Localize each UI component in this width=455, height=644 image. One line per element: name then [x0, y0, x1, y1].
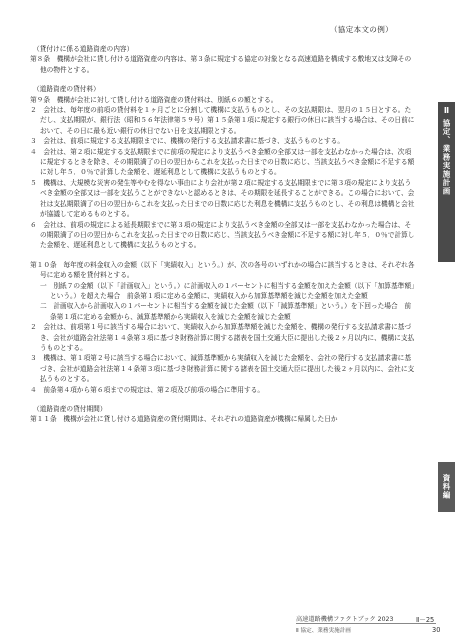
agreement-text-example-label: （協定本文の例）: [329, 25, 393, 34]
footer-chapter-title: Ⅱ 協定、業務実施計画: [296, 628, 351, 634]
article-9-para-1: 第９条 機構が会社に対して貸し付ける道路資産の貸付料は、別紙６の額とする。: [30, 95, 278, 104]
article-10-para-3: ３ 機構は、第１項第２号に該当する場合において、減算基準額から実績収入を減じた金額を、会社の発行する支払請求書に基づき、会社が道路会社法第１４条第３項に基づき財務計算に関する諸表を国土交通大臣に提出した後２ヶ月以内に、会社に支払うものとする。: [30, 354, 415, 384]
appendix-tab-label: 資料編: [442, 474, 451, 500]
article-9-para-5: ５ 機構は、大規模な災害の発生等やむを得ない事由により会社が第２項に規定する支払期限までに第３項の規定により支払うべき金額の全部又は一部を支払うことができないと認めるときは、その期限を延長することができる。この場合において、会社は支払期限満了の日の翌日からこれを支払った日までの日数に応じた利息を機構に支払うものとし、その利息は機構と会社が協議して定めるものとする。: [30, 178, 415, 219]
chapter-tab-roman: Ⅱ: [443, 106, 450, 115]
article-10-para-1: 第１０条 毎年度の料金収入の金額（以下「実績収入」という。）が、次の各号のいずれかの場合に該当するときは、それぞれ各号に定める額を貸付料とする。: [30, 260, 415, 280]
footer-divider: [296, 623, 436, 624]
footer-section-page: Ⅱ－25: [416, 616, 435, 624]
article-10-item-1: 一 別紙７の金額（以下「計画収入」という。）に計画収入の１パーセントに相当する金額を加えた金額（以下「加算基準額」という。）を超えた場合 前条第１項に定める金額に、実績収入から加算基準額を減じた金額を加えた金額: [40, 281, 415, 300]
agreement-body: [30, 44, 415, 425]
footer-page-number: 30: [432, 626, 441, 634]
section-heading-lease-fee: （道路資産の貸付料）: [33, 85, 100, 94]
article-9-para-4: ４ 会社は、第２項に規定する支払期限までに前項の規定により支払うべき金額の全部又は一部を支払わなかった場合は、次項に規定するときを除き、その期限満了の日の翌日からこれを支払った日までの日数に応じ、当該支払うべき金額に不足する額に対し年５．０％で計算した金額を、遅延利息として機構に支払うものとする。: [30, 147, 415, 177]
article-11: 第１１条 機構が会社に貸し付ける道路資産の貸付期間は、それぞれの道路資産が機構に帰属した日か: [30, 415, 338, 424]
chapter-tab-label: 協定、業務実施計画: [442, 119, 451, 196]
chapter-tab-appendix[interactable]: [438, 462, 455, 512]
article-9-para-2: ２ 会社は、毎年度の前項の貸付料を１ヶ月ごとに分割して機構に支払うものとし、その支払期限は、翌月の１５日とする。ただし、支払期限が、銀行法（昭和５６年法律第５９号）第１５条第１項に規定する銀行の休日に該当する場合は、その日前において、その日に最も近い銀行の休日でない日を支払期限とする。: [30, 106, 415, 135]
article-10-item-2: 二 計画収入から計画収入の１パーセントに相当する金額を減じた金額（以下「減算基準額」という。）を下回った場合 前条第１項に定める金額から、減算基準額から実績収入を減じた金額を減じた金額: [40, 302, 412, 321]
chapter-tab-agreement[interactable]: [438, 102, 455, 262]
article-9-para-3: ３ 会社は、前項に規定する支払期限までに、機構の発行する支払請求書に基づき、支払うものとする。: [30, 137, 345, 146]
footer-book-title: 高速道路機構ファクトブック 2023: [296, 616, 394, 623]
section-heading-lease-period: （道路資産の貸付期間）: [33, 405, 107, 413]
article-8: 第８条 機構が会社に貸し付ける道路資産の内容は、第３条に規定する協定の対象となる高速道路を構成する敷地又は支障その他の物件とする。: [30, 55, 412, 74]
article-10-para-2: ２ 会社は、前項第１号に該当する場合において、実績収入から加算基準額を減じた金額を、機構の発行する支払請求書に基づき、会社が道路会社法第１４条第３項に基づき財務計算に関する諸表を国土交通大臣に提出した後２ヶ月以内に、機構に支払うものとする。: [30, 323, 415, 352]
section-heading-asset-content: （貸付けに係る道路資産の内容）: [33, 45, 134, 53]
article-10-para-4: ４ 前条第４項から第６項までの規定は、第２項及び前項の場合に準用する。: [30, 385, 265, 394]
article-9-para-6: ６ 会社は、前項の規定による延長期限までに第３項の規定により支払うべき金額の全部又は一部を支払わなかった場合は、その期限満了の日の翌日からこれを支払った日までの日数に応じ、当該支払うべき金額に不足する額に対し年５．０％で計算した金額を、遅延利息として機構に支払うものとする。: [30, 220, 415, 250]
